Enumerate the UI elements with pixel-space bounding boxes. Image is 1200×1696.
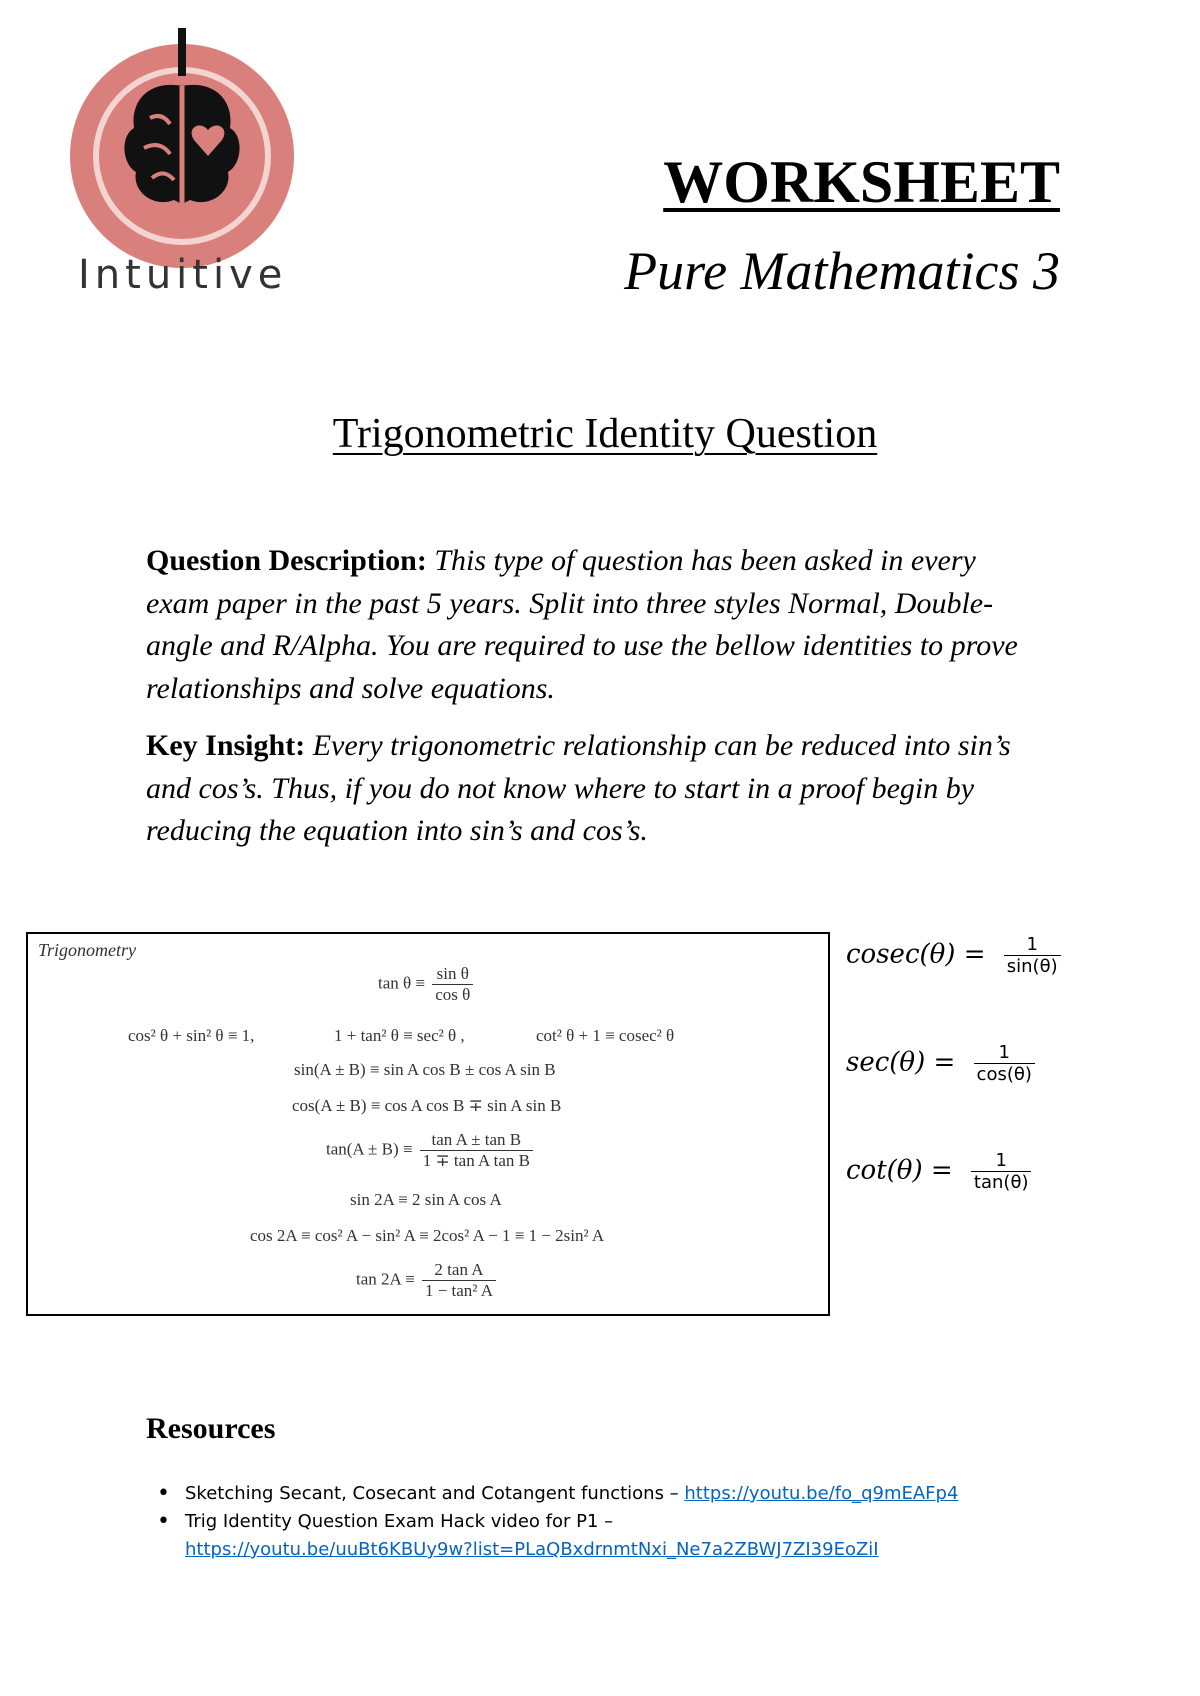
formula-box [26, 932, 830, 1316]
sec-identity [846, 1042, 1038, 1085]
tan2a-lhs: tan 2A ≡ [356, 1269, 415, 1289]
list-item [185, 1508, 958, 1564]
tan-sum-identity [326, 1130, 536, 1171]
sin-sum-identity: sin(A ± B) ≡ sin A cos B ± cos A sin B [294, 1060, 556, 1079]
tan-sum-lhs: tan(A ± B) ≡ [326, 1139, 413, 1159]
pythagorean-3: cot² θ + 1 ≡ cosec² θ [536, 1026, 675, 1045]
tan-denominator: cos θ [435, 985, 471, 1004]
logo-wordmark: Intuitive [78, 252, 288, 298]
question-description [146, 540, 1046, 710]
tan-numerator: sin θ [432, 964, 473, 985]
pythagorean-2: 1 + tan² θ ≡ sec² θ , [334, 1026, 465, 1045]
cosec-lhs: cosec(θ) = [846, 939, 986, 970]
insight-text: Every trigonometric relationship can be reduced into sin’s and cos’s. Thus, if you do not know where to start in a proof begin by reducing the equation into sin’s and cos’s. [146, 729, 1011, 847]
sec-numerator: 1 [974, 1042, 1035, 1064]
sec-denominator: cos(θ) [976, 1064, 1032, 1085]
cosec-numerator: 1 [1004, 934, 1061, 956]
worksheet-subtitle: Pure Mathematics 3 [624, 241, 1060, 301]
section-title: Trigonometric Identity Question [332, 411, 878, 457]
description-label: Question Description: [146, 544, 427, 577]
cosec-denominator: sin(θ) [1006, 956, 1058, 977]
cot-lhs: cot(θ) = [846, 1155, 953, 1186]
cot-denominator: tan(θ) [973, 1172, 1029, 1193]
insight-label: Key Insight: [146, 729, 306, 762]
tan-lhs: tan θ ≡ [378, 973, 425, 993]
key-insight [146, 725, 1046, 853]
description-text: This type of question has been asked in every exam paper in the past 5 years. Split into three styles Normal, Double-angle and R/Alpha. You are required to use the bellow identities to prove relationships and solve equations. [146, 544, 1018, 705]
tan2a-denominator: 1 − tan² A [424, 1281, 493, 1300]
resource-link[interactable]: https://youtu.be/fo_q9mEAFp4 [684, 1483, 959, 1504]
tan-sum-denominator: 1 ∓ tan A tan B [422, 1151, 530, 1170]
resources-title: Resources [146, 1412, 276, 1445]
tan-identity [378, 964, 476, 1005]
cot-identity [846, 1150, 1034, 1193]
resources-list [185, 1480, 958, 1564]
resource-text: Trig Identity Question Exam Hack video for P1 – [185, 1511, 614, 1532]
cos-sum-identity: cos(A ± B) ≡ cos A cos B ∓ sin A sin B [292, 1096, 562, 1115]
tan-double-angle [356, 1260, 499, 1301]
cos-double-angle: cos 2A ≡ cos² A − sin² A ≡ 2cos² A − 1 ≡ 1 − 2sin² A [250, 1226, 605, 1245]
sec-lhs: sec(θ) = [846, 1047, 956, 1078]
resource-text: Sketching Secant, Cosecant and Cotangent functions – [185, 1483, 685, 1504]
cosec-identity [846, 934, 1064, 977]
cot-numerator: 1 [971, 1150, 1032, 1172]
sin-double-angle: sin 2A ≡ 2 sin A cos A [350, 1190, 502, 1209]
pythagorean-1: cos² θ + sin² θ ≡ 1, [128, 1026, 255, 1045]
tan2a-numerator: 2 tan A [422, 1260, 496, 1281]
formula-box-title: Trigonometry [38, 940, 137, 960]
list-item [185, 1480, 958, 1508]
tan-sum-numerator: tan A ± tan B [420, 1130, 533, 1151]
resource-link[interactable]: https://youtu.be/uuBt6KBUy9w?list=PLaQBxdrnmtNxi_Ne7a2ZBWJ7ZI39EoZiI [185, 1539, 879, 1560]
brain-heart-icon [124, 85, 239, 206]
worksheet-title: WORKSHEET [663, 149, 1060, 215]
